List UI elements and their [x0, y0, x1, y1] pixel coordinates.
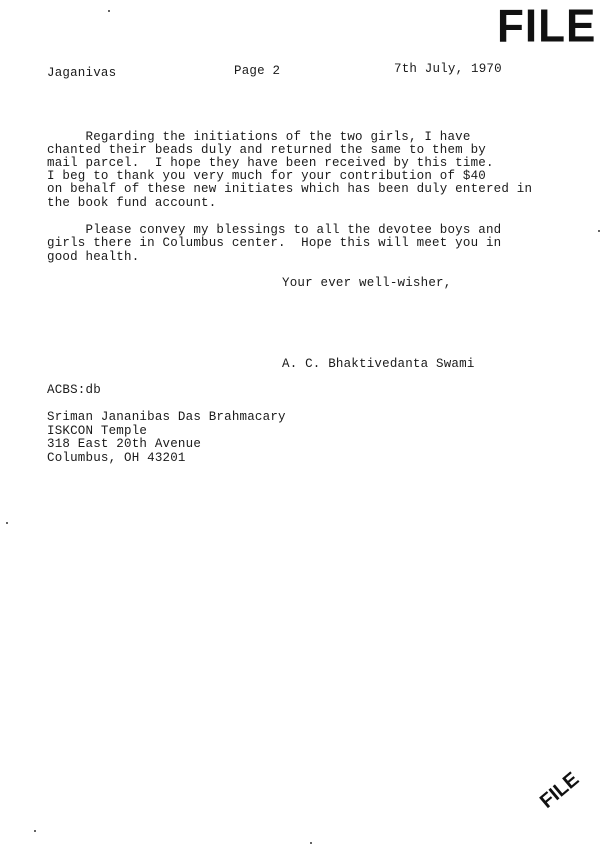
address-line: Sriman Jananibas Das Brahmacary [47, 410, 286, 424]
scan-speck [34, 830, 36, 832]
body-line: good health. [47, 250, 140, 264]
address-line: 318 East 20th Avenue [47, 437, 202, 451]
reference-initials: ACBS:db [47, 383, 101, 397]
scan-speck [6, 522, 8, 524]
address-line: Columbus, OH 43201 [47, 451, 186, 465]
body-line: on behalf of these new initiates which has been duly entered in [47, 182, 533, 196]
body-line: I beg to thank you very much for your contribution of $40 [47, 169, 486, 183]
body-line: girls there in Columbus center. Hope this will meet you in [47, 236, 502, 250]
scan-speck [310, 842, 312, 844]
header-date: 7th July, 1970 [394, 62, 502, 76]
header-recipient: Jaganivas [47, 66, 117, 80]
closing-line: Your ever well-wisher, [282, 276, 452, 290]
body-line: chanted their beads duly and returned the same to them by [47, 143, 486, 157]
file-stamp-bottom: FILE [536, 768, 584, 813]
body-line: Regarding the initiations of the two girls, I have [47, 130, 471, 144]
body-line: Please convey my blessings to all the devotee boys and [47, 223, 502, 237]
scan-speck [108, 10, 110, 12]
scan-speck [598, 230, 600, 232]
body-line: the book fund account. [47, 196, 217, 210]
body-line: mail parcel. I hope they have been received by this time. [47, 156, 494, 170]
address-line: ISKCON Temple [47, 424, 148, 438]
signature-line: A. C. Bhaktivedanta Swami [282, 357, 475, 371]
header-page-number: Page 2 [234, 64, 281, 78]
file-stamp-top: FILE [497, 0, 597, 53]
